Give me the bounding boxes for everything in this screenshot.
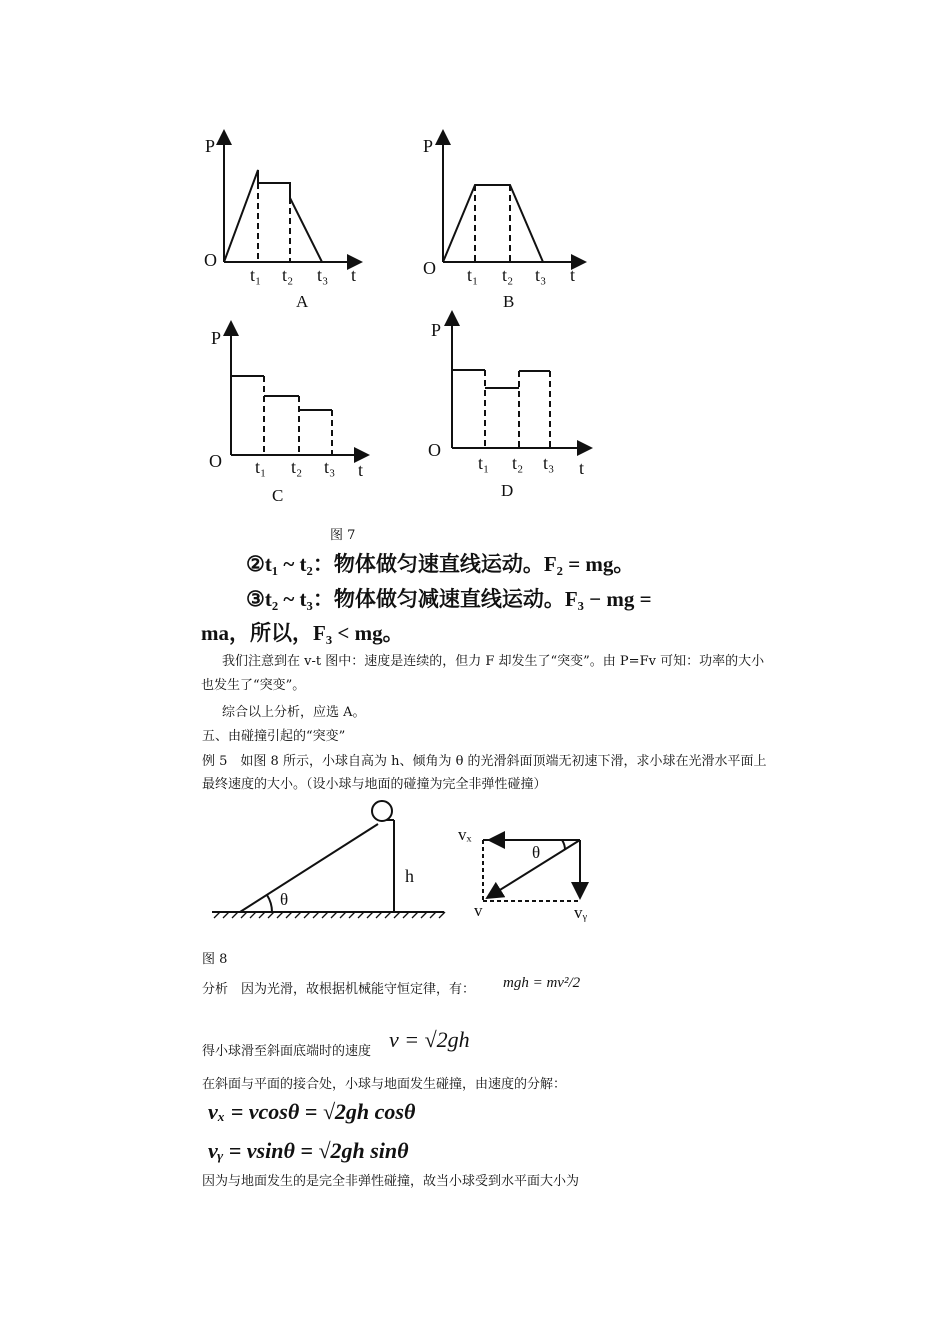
graph-d-origin: O bbox=[428, 440, 441, 460]
graph-b-origin: O bbox=[423, 258, 436, 278]
fig8-caption: 图 8 bbox=[202, 952, 228, 967]
graph-a-label: A bbox=[296, 292, 309, 311]
incline-height-label: h bbox=[405, 866, 414, 886]
decomp-theta: θ bbox=[532, 843, 541, 862]
graph-b-t3: t₃ bbox=[535, 265, 547, 285]
formula-line-3: ③t₂ ~ t₃：物体做匀减速直线运动。F₃ − mg = bbox=[246, 587, 652, 611]
graph-d-t3: t₃ bbox=[543, 453, 555, 473]
graph-a-t2: t₂ bbox=[282, 265, 294, 285]
energy-formula: mgh = mv²/2 bbox=[503, 975, 581, 991]
graph-b-t2: t₂ bbox=[502, 265, 514, 285]
speed-text: 得小球滑至斜面底端时的速度 bbox=[202, 1044, 372, 1059]
final-text: 因为与地面发生的是完全非弹性碰撞，故当小球受到水平面大小为 bbox=[202, 1174, 580, 1189]
graph-c-origin: O bbox=[209, 451, 222, 471]
graph-b-axis-p: P bbox=[423, 136, 434, 156]
analysis-text: 分析 因为光滑，故根据机械能守恒定律，有： bbox=[202, 982, 476, 997]
vx-formula: vₓ = vcosθ = √2gh cosθ bbox=[208, 1099, 416, 1124]
graph-a-axis-p: P bbox=[205, 136, 216, 156]
conclusion-text: 综合以上分析，应选 A。 bbox=[222, 705, 366, 720]
vy-label: vᵧ bbox=[574, 903, 588, 922]
formula-line-4: ma，所以，F₃ < mg。 bbox=[201, 621, 404, 645]
graph-b-axis-t: t bbox=[570, 265, 576, 285]
graph-a-origin: O bbox=[204, 250, 217, 270]
incline-theta: θ bbox=[280, 890, 289, 909]
graph-c-t1: t₁ bbox=[255, 457, 267, 477]
example-5-line-2: 最终速度的大小。（设小球与地面的碰撞为完全非弹性碰撞） bbox=[202, 777, 547, 792]
vx-label: vₓ bbox=[458, 825, 472, 844]
vy-formula: vᵧ = vsinθ = √2gh sinθ bbox=[208, 1138, 409, 1163]
graph-d-t1: t₁ bbox=[478, 453, 490, 473]
graph-d-label: D bbox=[501, 481, 514, 500]
figure-8 bbox=[0, 800, 950, 940]
paragraph-1-line-1: 我们注意到在 v-t 图中：速度是连续的，但力 F 却发生了“突变”。由 P=Fv 可知：功率的大小 bbox=[222, 654, 765, 669]
graph-d-axis-p: P bbox=[431, 320, 442, 340]
figure-7 bbox=[0, 0, 950, 530]
graph-c-t3: t₃ bbox=[324, 457, 336, 477]
graph-a-axis-t: t bbox=[351, 265, 357, 285]
v-label: v bbox=[474, 901, 483, 920]
speed-formula: v = √2gh bbox=[389, 1027, 470, 1052]
graph-c-axis-t: t bbox=[358, 460, 364, 480]
graph-d-t2: t₂ bbox=[512, 453, 524, 473]
section-5-title: 五、由碰撞引起的“突变” bbox=[202, 729, 346, 744]
graph-c-label: C bbox=[272, 486, 284, 505]
graph-d-axis-t: t bbox=[579, 458, 585, 478]
graph-c-axis-p: P bbox=[211, 328, 222, 348]
formula-line-2: ②t₁ ~ t₂：物体做匀速直线运动。F₂ = mg。 bbox=[246, 552, 635, 576]
graph-b-label: B bbox=[503, 292, 515, 311]
graph-a-t1: t₁ bbox=[250, 265, 262, 285]
example-5-line-1: 例 5 如图 8 所示，小球自高为 h、倾角为 θ 的光滑斜面顶端无初速下滑，求小球在光滑水平面上 bbox=[202, 754, 767, 769]
graph-b-t1: t₁ bbox=[467, 265, 479, 285]
decomposition-text: 在斜面与平面的接合处，小球与地面发生碰撞，由速度的分解： bbox=[202, 1077, 567, 1092]
fig7-caption: 图 7 bbox=[330, 528, 356, 543]
graph-a-t3: t₃ bbox=[317, 265, 329, 285]
paragraph-1-line-2: 也发生了“突变”。 bbox=[201, 678, 306, 693]
graph-c-t2: t₂ bbox=[291, 457, 303, 477]
